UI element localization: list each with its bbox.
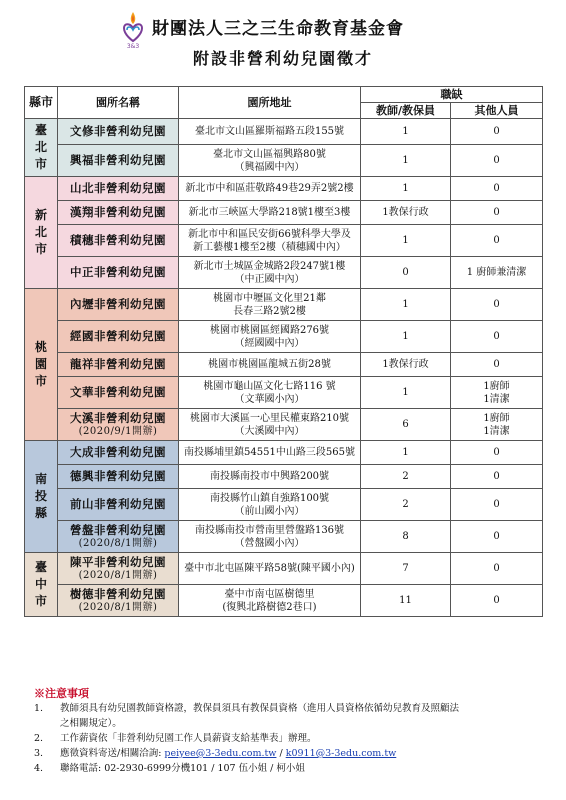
school-name-suffix: 非營利幼兒園 — [94, 205, 166, 219]
teacher-count-cell: 1 — [361, 321, 451, 353]
address-cell — [179, 409, 361, 441]
school-name — [60, 234, 176, 247]
teacher-count-cell: 2 — [361, 489, 451, 521]
address-line: 桃園市大溪區一心里民權東路210號 — [189, 412, 350, 424]
table-row — [25, 489, 543, 521]
school-name-suffix: 非營利幼兒園 — [94, 297, 166, 311]
school-cell — [58, 145, 179, 177]
note-number: 4. — [34, 763, 44, 774]
foundation-logo-icon — [118, 8, 148, 50]
table-row — [25, 145, 543, 177]
other-staff-line: 0 — [493, 207, 500, 218]
address-cell — [179, 119, 361, 145]
other-staff-cell — [451, 145, 543, 177]
table-row — [25, 225, 543, 257]
job-vacancy-table — [24, 86, 543, 617]
other-staff-cell — [451, 201, 543, 225]
school-name — [60, 125, 176, 138]
other-staff-cell — [451, 409, 543, 441]
address-line: 南投縣竹山鎮自強路100號 — [209, 492, 330, 504]
school-name-suffix: 非營利幼兒園 — [94, 124, 166, 138]
address-line: (復興北路樹德2巷口) — [222, 601, 317, 613]
other-staff-cell — [451, 585, 543, 617]
notes-section — [34, 686, 554, 776]
other-staff-cell — [451, 465, 543, 489]
school-cell — [58, 441, 179, 465]
county-char: 南 — [34, 472, 47, 486]
teacher-count-cell: 6 — [361, 409, 451, 441]
table-row — [25, 377, 543, 409]
table-row — [25, 553, 543, 585]
county-char: 市 — [34, 157, 47, 171]
school-cell — [58, 225, 179, 257]
teacher-count-cell: 1 — [361, 145, 451, 177]
county-char: 中 — [34, 577, 47, 591]
address-line: （中正國中內） — [234, 273, 305, 285]
other-staff-cell — [451, 553, 543, 585]
teacher-count-cell: 1 — [361, 177, 451, 201]
address-cell — [179, 441, 361, 465]
school-name — [60, 298, 176, 311]
opening-date-note: (2020/8/1開辦) — [78, 601, 158, 613]
opening-date-note: (2020/8/1開辦) — [78, 569, 158, 581]
address-cell — [179, 489, 361, 521]
address-line: 南投縣南投市中興路200號 — [209, 471, 330, 482]
other-staff-line: 1廚師 — [483, 412, 510, 424]
school-name-highlight: 營盤 — [70, 522, 94, 537]
school-name — [60, 206, 176, 219]
school-name-suffix: 非營利幼兒園 — [94, 385, 166, 399]
address-line: （經國國中內） — [234, 337, 305, 349]
table-row — [25, 465, 543, 489]
address-cell — [179, 353, 361, 377]
school-name-suffix: 非營利幼兒園 — [94, 410, 166, 425]
address-line: 新北市中和區莊敬路49巷29弄2號2樓 — [185, 183, 354, 194]
address-cell — [179, 321, 361, 353]
teacher-count-cell: 1教保行政 — [361, 201, 451, 225]
county-char: 投 — [34, 489, 47, 503]
teacher-count-cell: 1 — [361, 119, 451, 145]
note-item — [34, 701, 554, 731]
address-line: （大溪國中內） — [234, 425, 305, 437]
county-cell — [25, 119, 58, 177]
teacher-count-cell: 0 — [361, 257, 451, 289]
school-name-suffix: 非營利幼兒園 — [94, 586, 166, 601]
school-name-highlight: 德興 — [70, 469, 94, 483]
county-cell — [25, 441, 58, 553]
school-name — [60, 588, 176, 601]
other-staff-cell — [451, 177, 543, 201]
county-char: 臺 — [34, 560, 47, 574]
other-staff-cell — [451, 521, 543, 553]
address-line: 臺中市南屯區樹德里 — [224, 588, 315, 600]
email-link-k0911[interactable]: k0911@3-3edu.com.tw — [285, 748, 397, 759]
note-prefix: 應徵資料寄送/相關洽詢: — [60, 748, 165, 759]
table-row — [25, 289, 543, 321]
other-staff-cell — [451, 257, 543, 289]
county-cell — [25, 289, 58, 441]
school-name-highlight: 文修 — [70, 124, 94, 138]
address-line: 新北市土城區金城路2段247號1樓 — [193, 260, 346, 272]
school-cell — [58, 465, 179, 489]
school-name-highlight: 陳平 — [70, 554, 94, 569]
other-staff-cell — [451, 289, 543, 321]
school-cell — [58, 377, 179, 409]
school-name-highlight: 中正 — [70, 265, 94, 279]
other-staff-cell — [451, 225, 543, 257]
school-name-suffix: 非營利幼兒園 — [94, 497, 166, 511]
notes-title: ※注意事項 — [34, 687, 89, 700]
school-name-highlight: 漢翔 — [70, 205, 94, 219]
page-title: 附設非營利幼兒園徵才 — [192, 49, 373, 68]
teacher-count-cell: 2 — [361, 465, 451, 489]
note-number: 2. — [34, 733, 44, 744]
school-cell — [58, 553, 179, 585]
address-line: 新北市中和區民安街66號科學大學及 — [188, 228, 351, 240]
note-text — [60, 731, 317, 746]
county-char: 新 — [34, 208, 47, 222]
address-line: 臺北市文山區福興路80號 — [213, 148, 326, 160]
school-name — [60, 266, 176, 279]
school-name-highlight: 經國 — [70, 329, 94, 343]
other-staff-line: 1清潔 — [483, 425, 510, 437]
opening-date-note: (2020/9/1開辦) — [78, 425, 158, 437]
note-item — [34, 731, 554, 746]
teacher-count-cell: 1 — [361, 441, 451, 465]
school-name — [60, 386, 176, 399]
other-staff-line: 1 廚師兼清潔 — [466, 267, 527, 278]
address-cell — [179, 521, 361, 553]
email-separator: / — [276, 748, 286, 759]
school-cell — [58, 521, 179, 553]
address-line: 長春三路2號2樓 — [233, 305, 306, 317]
address-cell — [179, 145, 361, 177]
school-name-highlight: 龍祥 — [70, 357, 94, 371]
school-name-highlight: 前山 — [70, 497, 94, 511]
logo-text: 3&3 — [126, 43, 140, 50]
page-header — [0, 0, 566, 78]
county-cell — [25, 553, 58, 617]
other-staff-line: 0 — [493, 155, 500, 166]
teacher-count-cell: 1 — [361, 289, 451, 321]
address-cell — [179, 377, 361, 409]
header-other: 其他人員 — [451, 103, 543, 119]
other-staff-cell — [451, 119, 543, 145]
school-name-suffix: 非營利幼兒園 — [94, 554, 166, 569]
note-line: 聯絡電話: 02-2930-6999分機101 / 107 伍小姐 / 柯小姐 — [60, 763, 305, 774]
header-teacher: 教師/教保員 — [361, 103, 451, 119]
school-name-highlight: 興福 — [70, 153, 94, 167]
county-char: 市 — [34, 374, 47, 388]
other-staff-cell — [451, 377, 543, 409]
note-line: 工作薪資依「非營利幼兒園工作人員薪資支給基準表」辦理。 — [60, 733, 317, 744]
county-char: 園 — [34, 357, 47, 371]
school-name — [60, 446, 176, 459]
address-line: （前山國小內） — [234, 505, 305, 517]
other-staff-line: 0 — [493, 183, 500, 194]
other-staff-line: 0 — [493, 447, 500, 458]
address-cell — [179, 465, 361, 489]
note-number: 1. — [34, 703, 44, 714]
address-line: 新北市三峽區大學路218號1樓至3樓 — [188, 207, 351, 218]
table-row — [25, 441, 543, 465]
other-staff-line: 0 — [493, 531, 500, 542]
school-name-highlight: 山北 — [70, 181, 94, 195]
note-number: 3. — [34, 748, 44, 759]
other-staff-line: 0 — [493, 471, 500, 482]
header-school: 園所名稱 — [58, 87, 179, 119]
other-staff-cell — [451, 353, 543, 377]
school-name — [60, 154, 176, 167]
address-line: 桃園市桃園區經國路276號 — [209, 324, 330, 336]
school-name-highlight: 積穗 — [70, 233, 94, 247]
table-row — [25, 321, 543, 353]
address-line: 臺中市北屯區陳平路58號(陳平國小內) — [184, 563, 355, 574]
address-line: 新工藝樓1樓至2樓（積穗國中內） — [193, 241, 346, 253]
header-county: 縣市 — [25, 87, 58, 119]
other-staff-line: 0 — [493, 299, 500, 310]
county-char: 桃 — [34, 340, 47, 354]
teacher-count-cell: 7 — [361, 553, 451, 585]
table-row — [25, 119, 543, 145]
other-staff-cell — [451, 441, 543, 465]
address-line: 桃園市中壢區文化里21鄰 — [213, 292, 326, 304]
school-cell — [58, 289, 179, 321]
county-char: 臺 — [34, 123, 47, 137]
other-staff-line: 0 — [493, 126, 500, 137]
school-name-suffix: 非營利幼兒園 — [94, 522, 166, 537]
address-line: 臺北市文山區羅斯福路五段155號 — [194, 126, 345, 137]
table-row — [25, 257, 543, 289]
county-char: 北 — [34, 140, 47, 154]
table-row — [25, 177, 543, 201]
header-vacancy: 職缺 — [361, 87, 543, 103]
other-staff-line: 0 — [493, 359, 500, 370]
school-cell — [58, 353, 179, 377]
school-name — [60, 524, 176, 537]
address-line: （興福國中內） — [234, 161, 305, 173]
address-cell — [179, 553, 361, 585]
table-row — [25, 521, 543, 553]
address-cell — [179, 201, 361, 225]
school-name-suffix: 非營利幼兒園 — [94, 233, 166, 247]
school-name-suffix: 非營利幼兒園 — [94, 329, 166, 343]
opening-date-note: (2020/8/1開辦) — [78, 537, 158, 549]
address-cell — [179, 225, 361, 257]
other-staff-line: 0 — [493, 595, 500, 606]
table-row — [25, 353, 543, 377]
teacher-count-cell: 8 — [361, 521, 451, 553]
school-cell — [58, 489, 179, 521]
school-name-highlight: 內壢 — [70, 297, 94, 311]
school-name-suffix: 非營利幼兒園 — [94, 181, 166, 195]
other-staff-line: 0 — [493, 563, 500, 574]
school-name-highlight: 大成 — [70, 445, 94, 459]
note-text — [60, 761, 305, 776]
note-item — [34, 761, 554, 776]
address-cell — [179, 289, 361, 321]
table-row — [25, 585, 543, 617]
address-line: 桃園市龜山區文化七路116 號 — [203, 380, 336, 392]
other-staff-line: 0 — [493, 331, 500, 342]
teacher-count-cell: 11 — [361, 585, 451, 617]
header-address: 園所地址 — [179, 87, 361, 119]
other-staff-cell — [451, 321, 543, 353]
school-name — [60, 470, 176, 483]
other-staff-line: 1清潔 — [483, 393, 510, 405]
school-name-suffix: 非營利幼兒園 — [94, 357, 166, 371]
school-name-highlight: 樹德 — [70, 586, 94, 601]
address-line: 南投縣南投市營南里營盤路136號 — [194, 524, 345, 536]
school-name-suffix: 非營利幼兒園 — [94, 153, 166, 167]
email-link-peiyee[interactable]: peiyee@3-3edu.com.tw — [164, 748, 277, 759]
school-cell — [58, 201, 179, 225]
teacher-count-cell: 1 — [361, 377, 451, 409]
school-name-highlight: 文華 — [70, 385, 94, 399]
address-cell — [179, 257, 361, 289]
note-item — [34, 746, 554, 761]
school-name-suffix: 非營利幼兒園 — [94, 265, 166, 279]
address-line: （文華國小內） — [234, 393, 305, 405]
school-name-suffix: 非營利幼兒園 — [94, 445, 166, 459]
school-cell — [58, 321, 179, 353]
county-char: 縣 — [34, 506, 47, 520]
address-line: （營盤國小內） — [234, 537, 305, 549]
county-char: 北 — [34, 225, 47, 239]
other-staff-line: 0 — [493, 499, 500, 510]
school-name-highlight: 大溪 — [70, 410, 94, 425]
school-name — [60, 330, 176, 343]
school-cell — [58, 257, 179, 289]
note-line: 之相關規定）。 — [60, 718, 122, 729]
organization-name: 財團法人三之三生命教育基金會 — [152, 19, 404, 39]
table-row — [25, 409, 543, 441]
address-line: 桃園市桃園區龍城五街28號 — [208, 359, 331, 370]
address-cell — [179, 585, 361, 617]
school-name-suffix: 非營利幼兒園 — [94, 469, 166, 483]
note-line: 教師須具有幼兒園教師資格證，教保員須具有教保員資格（進用人員資格依循幼兒教育及照顧法 — [60, 703, 460, 714]
other-staff-line: 0 — [493, 235, 500, 246]
school-cell — [58, 585, 179, 617]
county-char: 市 — [34, 594, 47, 608]
school-name — [60, 498, 176, 511]
address-line: 南投縣埔里鎮54551中山路三段565號 — [184, 447, 355, 458]
school-name — [60, 358, 176, 371]
county-char: 市 — [34, 242, 47, 256]
teacher-count-cell: 1教保行政 — [361, 353, 451, 377]
address-cell — [179, 177, 361, 201]
table-row — [25, 201, 543, 225]
note-text — [60, 701, 459, 731]
other-staff-line: 1廚師 — [483, 380, 510, 392]
school-name — [60, 556, 176, 569]
teacher-count-cell: 1 — [361, 225, 451, 257]
note-text — [60, 746, 396, 761]
school-cell — [58, 409, 179, 441]
school-name — [60, 412, 176, 425]
county-cell — [25, 177, 58, 289]
other-staff-cell — [451, 489, 543, 521]
school-cell — [58, 177, 179, 201]
school-cell — [58, 119, 179, 145]
school-name — [60, 182, 176, 195]
